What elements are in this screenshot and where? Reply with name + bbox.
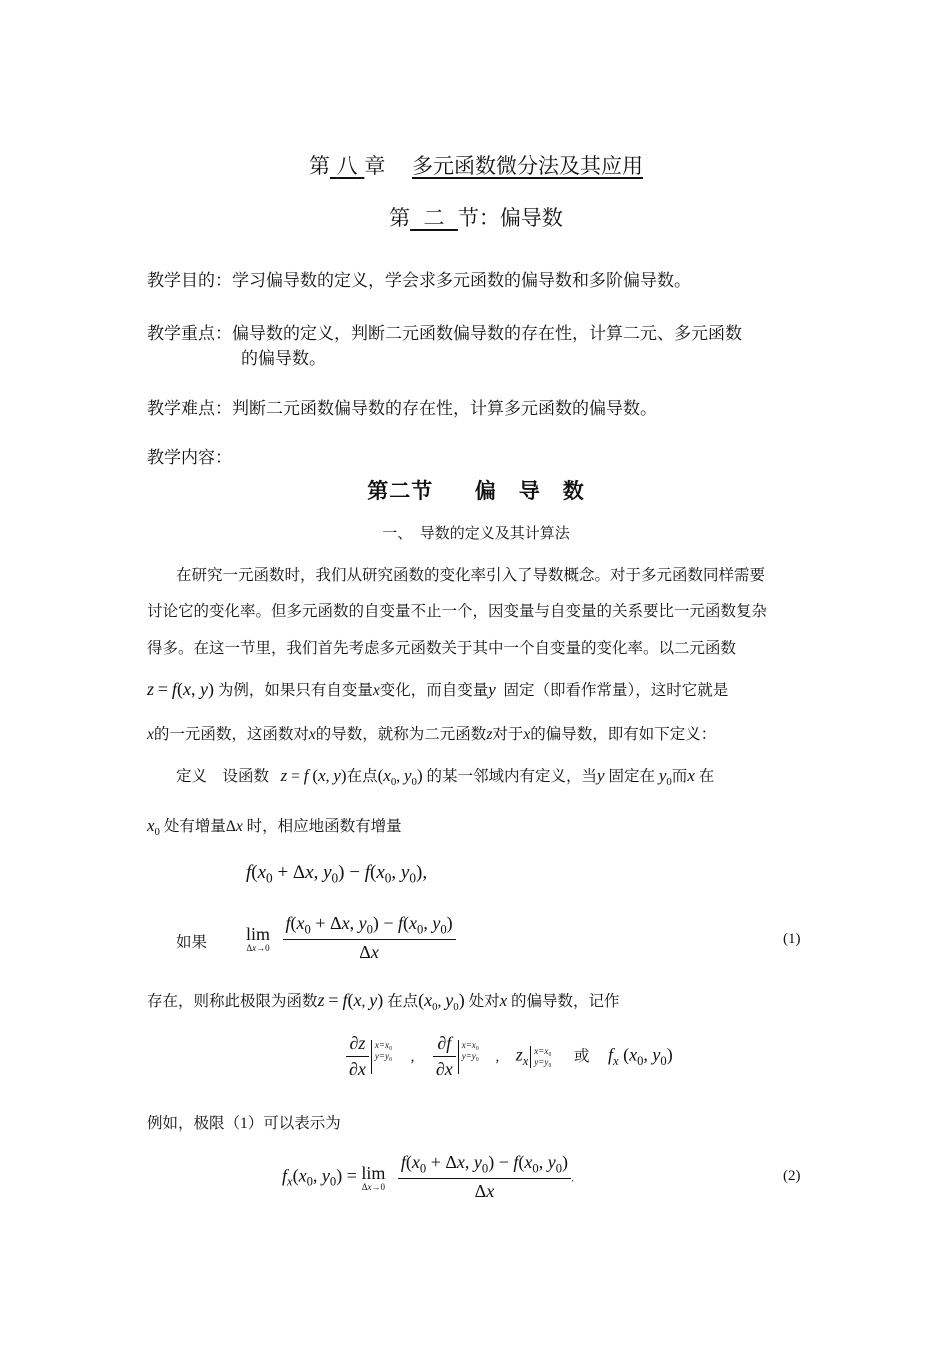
definition-line: $x_0$ 处有增量Δx 时，相应地函数有增量 — [147, 816, 402, 838]
section-prefix: 第 — [389, 206, 411, 230]
chapter-prefix: 第 — [308, 154, 330, 178]
teaching-key-line1: 教学重点：偏导数的定义，判断二元函数偏导数的存在性，计算二元、多元函数 — [147, 324, 742, 344]
chapter-number: 八 — [336, 154, 358, 178]
section-number: 二 — [423, 206, 445, 230]
paragraph-line: x的一元函数，这函数对x的导数，就称为二元函数z对于x的偏导数，即有如下定义： — [147, 726, 717, 743]
equation-number: (1) — [783, 931, 801, 947]
equation-number: (2) — [783, 1168, 801, 1184]
chapter-suffix: 章 — [364, 154, 386, 178]
chapter-heading — [0, 150, 952, 180]
body-section-title: 第二节 偏 导 数 — [367, 479, 585, 503]
subsection-title: 一、 导数的定义及其计算法 — [382, 526, 570, 542]
teaching-goal: 教学目的：学习偏导数的定义，学会求多元函数的偏导数和多阶偏导数。 — [147, 271, 691, 291]
or-label: 或 — [574, 1047, 590, 1065]
paragraph-line: z = f(x, y) 为例，如果只有自变量x变化，而自变量y 固定（即看作常量），这时它就是 — [147, 679, 729, 699]
equation-1: lim Δx→0 $\frac{f(x_0 + \Delta x, y_0) - f(x_0, y_0)}{\Delta x}$ — [246, 913, 456, 963]
example-line: 例如，极限（1）可以表示为 — [147, 1115, 341, 1132]
teaching-key-line2: 的偏导数。 — [241, 349, 326, 369]
definition-line: 定义 设函数 z = f (x, y)在点($x_0$, $y_0$) 的某一邻域内有定义，当y 固定在 $y_0$而x 在 — [176, 766, 715, 788]
notation-formula: $\frac{\partial z}{\partial x}$ x=x₀ y=y₀ , $\frac{\partial f}{\partial x}$ x=x₀ y=y₀ , $z_xx=x_0$ y=y₀ 或 $f_x$ ($x_0$, $y_0$) — [346, 1033, 673, 1080]
existence-line: 存在，则称此极限为函数z = f(x, y) 在点($x_0$, $y_0$) 处对x 的偏导数，记作 — [147, 990, 620, 1013]
increment-formula: $f(x_0 + \Delta x$, $y_0) - f(x_0$, $y_0$), — [246, 862, 428, 886]
equation-2: $f_x(x_0$, $y_0) = \lim$ Δx→0 $\frac{f(x_0 + \Delta x, y_0) - f(x_0, y_0)}{\Delta x}$ . — [282, 1152, 574, 1202]
paragraph-line: 在研究一元函数时，我们从研究函数的变化率引入了导数概念。对于多元函数同样需要 — [176, 567, 766, 584]
section-suffix: 节：偏导数 — [457, 206, 563, 230]
teaching-content-label: 教学内容： — [147, 448, 232, 468]
paragraph-line: 讨论它的变化率。但多元函数的自变量不止一个，因变量与自变量的关系要比一元函数复杂 — [147, 603, 768, 620]
paragraph-line: 得多。在这一节里，我们首先考虑多元函数关于其中一个自变量的变化率。以二元函数 — [147, 640, 737, 657]
teaching-difficulty: 教学难点：判断二元函数偏导数的存在性，计算多元函数的偏导数。 — [147, 399, 657, 419]
if-label: 如果 — [176, 934, 208, 951]
section-heading — [0, 202, 952, 232]
chapter-title: 多元函数微分法及其应用 — [412, 154, 644, 178]
